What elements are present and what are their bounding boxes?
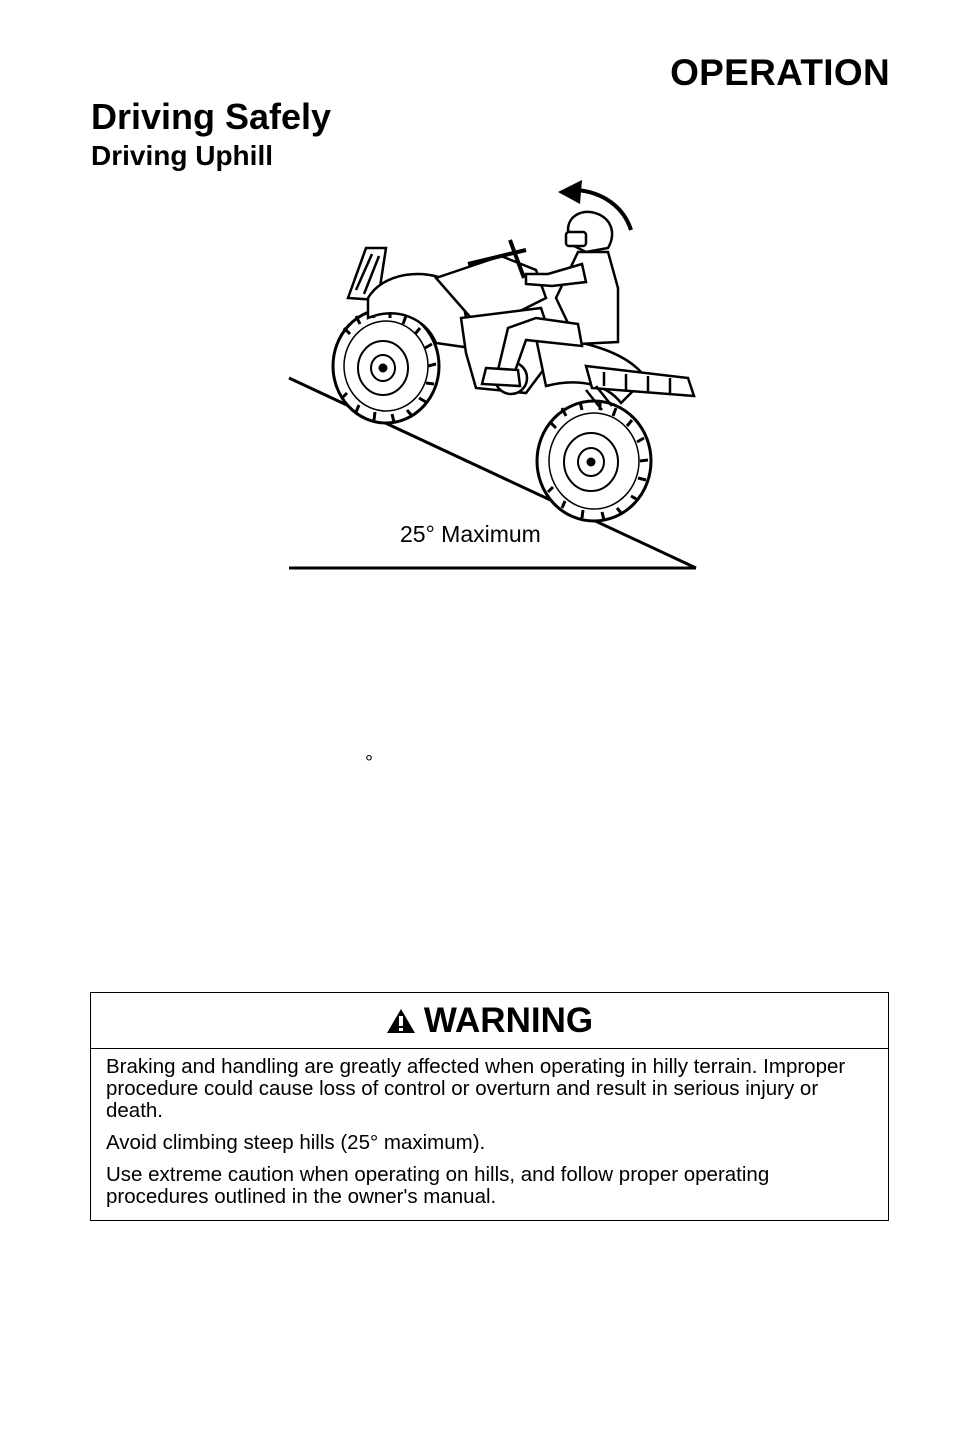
warning-box — [90, 992, 889, 1221]
warning-paragraph: Braking and handling are greatly affected when operating in hilly terrain. Improper procedure could cause loss of control or overturn and result in serious injury or death. — [106, 1055, 846, 1122]
warning-triangle-icon — [386, 1008, 416, 1034]
page-subtitle: Driving Uphill — [91, 140, 273, 171]
warning-paragraph: Avoid climbing steep hills (25° maximum). — [106, 1131, 486, 1154]
warning-header — [91, 993, 888, 1049]
atv-uphill-figure — [286, 178, 700, 574]
degree-mark: ° — [365, 752, 373, 774]
warning-paragraph: Use extreme caution when operating on hills, and follow proper operating procedures outlined in the owner's manual. — [106, 1163, 770, 1208]
warning-title: WARNING — [423, 1000, 594, 1040]
section-header: OPERATION — [670, 52, 890, 93]
page-title: Driving Safely — [91, 96, 332, 137]
front-wheel — [537, 401, 651, 521]
warning-body — [91, 1049, 888, 1208]
atv-uphill-illustration-icon — [286, 178, 700, 574]
slope-angle-label: 25° Maximum — [400, 521, 541, 547]
